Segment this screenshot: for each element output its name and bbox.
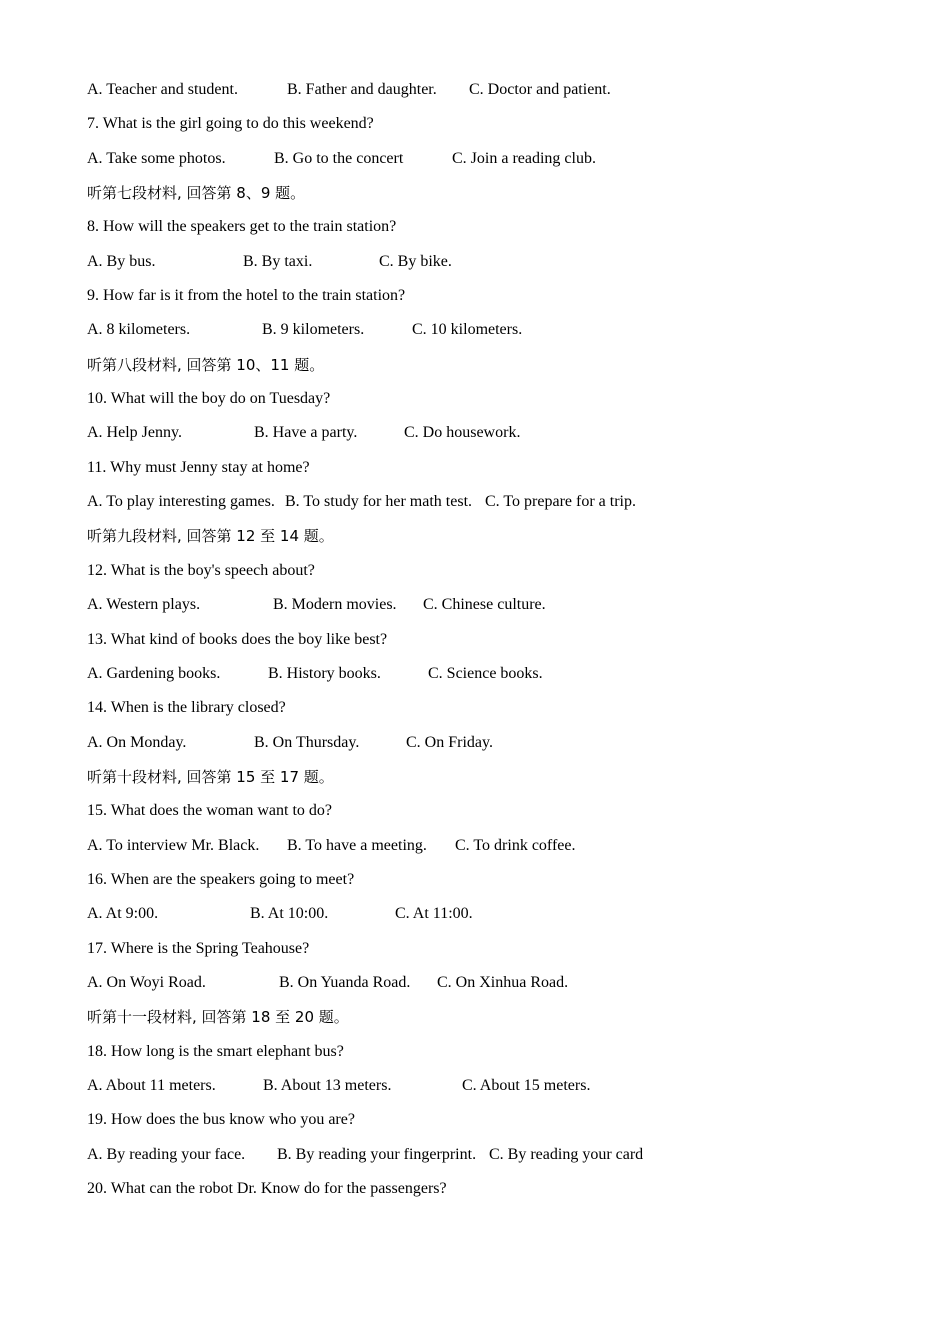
option-c: C. Do housework.: [404, 424, 521, 442]
options-row: [87, 972, 887, 1006]
question: 10. What will the boy do on Tuesday?: [87, 390, 331, 408]
option-a: A. At 9:00.: [87, 905, 159, 923]
option-b: B. To study for her math test.: [285, 493, 473, 511]
question: 16. When are the speakers going to meet?: [87, 870, 355, 888]
option-a: A. Help Jenny.: [87, 424, 182, 442]
section-instruction: 听第十段材料, 回答第 15 至 17 题。: [87, 767, 334, 786]
option-b: B. Go to the concert: [274, 149, 404, 167]
option-b: B. By reading your fingerprint.: [277, 1145, 477, 1163]
option-b: B. By taxi.: [243, 252, 313, 270]
option-b: B. On Thursday.: [254, 733, 360, 751]
section-instruction: 听第九段材料, 回答第 12 至 14 题。: [87, 527, 334, 546]
option-b: B. History books.: [268, 664, 381, 682]
option-c: C. By bike.: [379, 252, 452, 270]
option-c: C. Science books.: [428, 664, 543, 682]
option-a: A. By reading your face.: [87, 1145, 246, 1163]
question: 15. What does the woman want to do?: [87, 802, 332, 820]
options-row: [87, 148, 887, 182]
option-b: B. About 13 meters.: [263, 1076, 392, 1094]
option-c: C. On Xinhua Road.: [437, 973, 569, 991]
option-a: A. To interview Mr. Black.: [87, 836, 260, 854]
question: 13. What kind of books does the boy like best?: [87, 630, 388, 648]
option-c: C. Doctor and patient.: [469, 81, 611, 98]
options-row: [87, 835, 887, 869]
option-c: C. About 15 meters.: [462, 1076, 591, 1094]
options-row: [87, 319, 887, 353]
option-a: A. To play interesting games.: [87, 493, 275, 511]
question: 9. How far is it from the hotel to the train station?: [87, 287, 406, 305]
option-a: A. About 11 meters.: [87, 1076, 216, 1094]
option-c: C. Chinese culture.: [423, 596, 546, 614]
option-a: A. On Monday.: [87, 733, 187, 751]
options-row: [87, 491, 887, 525]
section-instruction: 听第八段材料, 回答第 10、11 题。: [87, 355, 325, 374]
option-c: C. By reading your card: [489, 1145, 644, 1163]
option-b: B. Have a party.: [254, 424, 358, 442]
option-a: A. Western plays.: [87, 596, 201, 614]
options-row: [87, 732, 887, 766]
options-row: [87, 1075, 887, 1109]
options-row: [87, 422, 887, 456]
exam-page: [87, 79, 887, 1212]
option-c: C. Join a reading club.: [452, 149, 596, 167]
question: 14. When is the library closed?: [87, 699, 286, 717]
question: 8. How will the speakers get to the train station?: [87, 218, 397, 236]
option-c: C. To prepare for a trip.: [485, 493, 636, 511]
options-row: [87, 594, 887, 628]
options-row: [87, 663, 887, 697]
option-a: A. Gardening books.: [87, 664, 221, 682]
question: 20. What can the robot Dr. Know do for the passengers?: [87, 1180, 447, 1197]
options-row: [87, 903, 887, 937]
question: 19. How does the bus know who you are?: [87, 1111, 355, 1129]
option-b: B. On Yuanda Road.: [279, 973, 411, 991]
option-b: B. At 10:00.: [250, 905, 329, 923]
option-c: C. On Friday.: [406, 733, 493, 751]
question: 11. Why must Jenny stay at home?: [87, 458, 310, 476]
question: 7. What is the girl going to do this weekend?: [87, 115, 374, 133]
option-a: A. 8 kilometers.: [87, 321, 191, 339]
question: 18. How long is the smart elephant bus?: [87, 1042, 344, 1060]
question: 12. What is the boy's speech about?: [87, 561, 315, 579]
options-row: [87, 79, 887, 113]
section-instruction: 听第七段材料, 回答第 8、9 题。: [87, 184, 306, 203]
question: 17. Where is the Spring Teahouse?: [87, 939, 310, 957]
options-row: [87, 1144, 887, 1178]
options-row: [87, 251, 887, 285]
option-a: A. Take some photos.: [87, 149, 226, 167]
option-c: C. To drink coffee.: [455, 836, 576, 854]
section-instruction: 听第十一段材料, 回答第 18 至 20 题。: [87, 1008, 349, 1027]
option-b: B. 9 kilometers.: [262, 321, 365, 339]
option-c: C. At 11:00.: [395, 905, 473, 923]
option-b: B. Modern movies.: [273, 596, 397, 614]
option-b: B. Father and daughter.: [287, 81, 437, 98]
option-a: A. By bus.: [87, 252, 156, 270]
option-b: B. To have a meeting.: [287, 836, 427, 854]
option-a: A. Teacher and student.: [87, 81, 238, 98]
option-a: A. On Woyi Road.: [87, 973, 206, 991]
option-c: C. 10 kilometers.: [412, 321, 523, 339]
